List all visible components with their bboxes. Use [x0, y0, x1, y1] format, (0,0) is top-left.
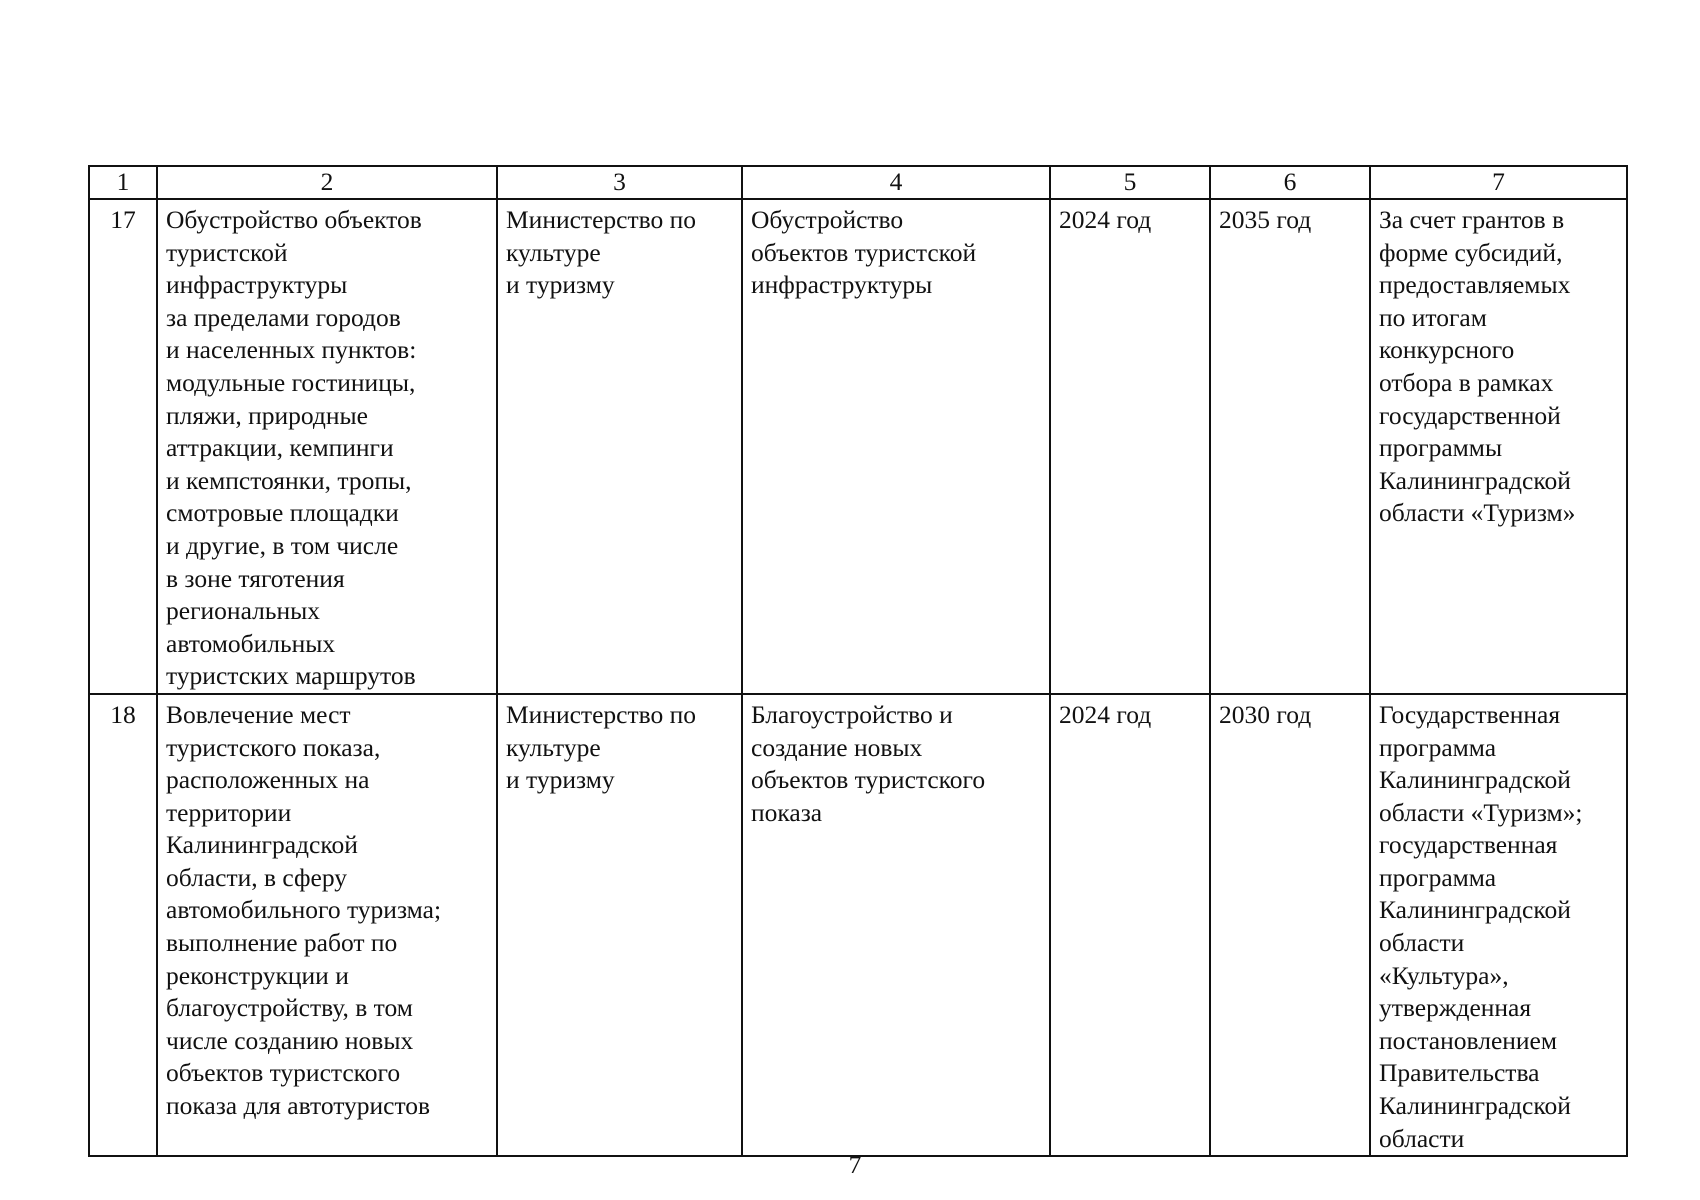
end-cell — [1210, 694, 1370, 1156]
row-number-cell — [89, 694, 157, 1156]
source-cell — [1370, 694, 1627, 1156]
source-cell — [1370, 199, 1627, 694]
column-header-5: 5 — [1050, 166, 1210, 199]
start-year: 2024 год — [1059, 699, 1152, 729]
end-year: 2035 год — [1219, 205, 1312, 234]
description-cell — [157, 199, 497, 694]
table-row — [89, 199, 1627, 694]
start-year: 2024 год — [1059, 205, 1152, 234]
column-header-3: 3 — [497, 166, 742, 199]
responsible-executor: Министерство по культуре и туризму — [506, 699, 696, 795]
result-cell — [742, 199, 1050, 694]
description-cell — [157, 694, 497, 1156]
responsible-cell — [497, 694, 742, 1156]
responsible-cell — [497, 199, 742, 694]
result-cell — [742, 694, 1050, 1156]
end-year: 2030 год — [1219, 699, 1312, 729]
start-cell — [1050, 694, 1210, 1156]
funding-source: За счет грантов в форме субсидий, предоставляемых по итогам конкурсного отбора в рамках государственной программы Калининградской области «Туризм» — [1379, 205, 1576, 528]
column-header-7: 7 — [1370, 166, 1627, 199]
table-row — [89, 694, 1627, 1156]
row-number: 17 — [110, 205, 136, 234]
expected-result: Обустройство объектов туристской инфраструктуры — [751, 205, 977, 300]
responsible-executor: Министерство по культуре и туризму — [506, 205, 696, 300]
page-number: 7 — [848, 1150, 862, 1179]
column-number-row — [89, 166, 1627, 199]
funding-source: Государственная программа Калининградской области «Туризм»; государственная программа Калининградской области «Культура», утвержденная постановлением Правительства Калининградской области — [1379, 699, 1583, 1153]
measure-description: Вовлечение мест туристского показа, расположенных на территории Калининградской области, в сферу автомобильного туризма; выполнение работ по реконструкции и благоустройству, в том числе созданию новых объектов туристского показа для автотуристов — [166, 699, 442, 1121]
end-cell — [1210, 199, 1370, 694]
measure-description: Обустройство объектов туристской инфраструктуры за пределами городов и населенных пунктов: модульные гостиницы, пляжи, природные аттракции, кемпинги и кемпстоянки, тропы, смотровые площадки и другие, в том числе в зоне тяготения региональных автомобильных туристских маршрутов — [166, 205, 422, 691]
row-number-cell — [89, 199, 157, 694]
measures-table — [88, 165, 1628, 1157]
expected-result: Благоустройство и создание новых объектов туристского показа — [751, 699, 986, 827]
column-header-4: 4 — [742, 166, 1050, 199]
row-number: 18 — [110, 699, 136, 729]
column-header-2: 2 — [157, 166, 497, 199]
column-header-1: 1 — [89, 166, 157, 199]
start-cell — [1050, 199, 1210, 694]
column-header-6: 6 — [1210, 166, 1370, 199]
